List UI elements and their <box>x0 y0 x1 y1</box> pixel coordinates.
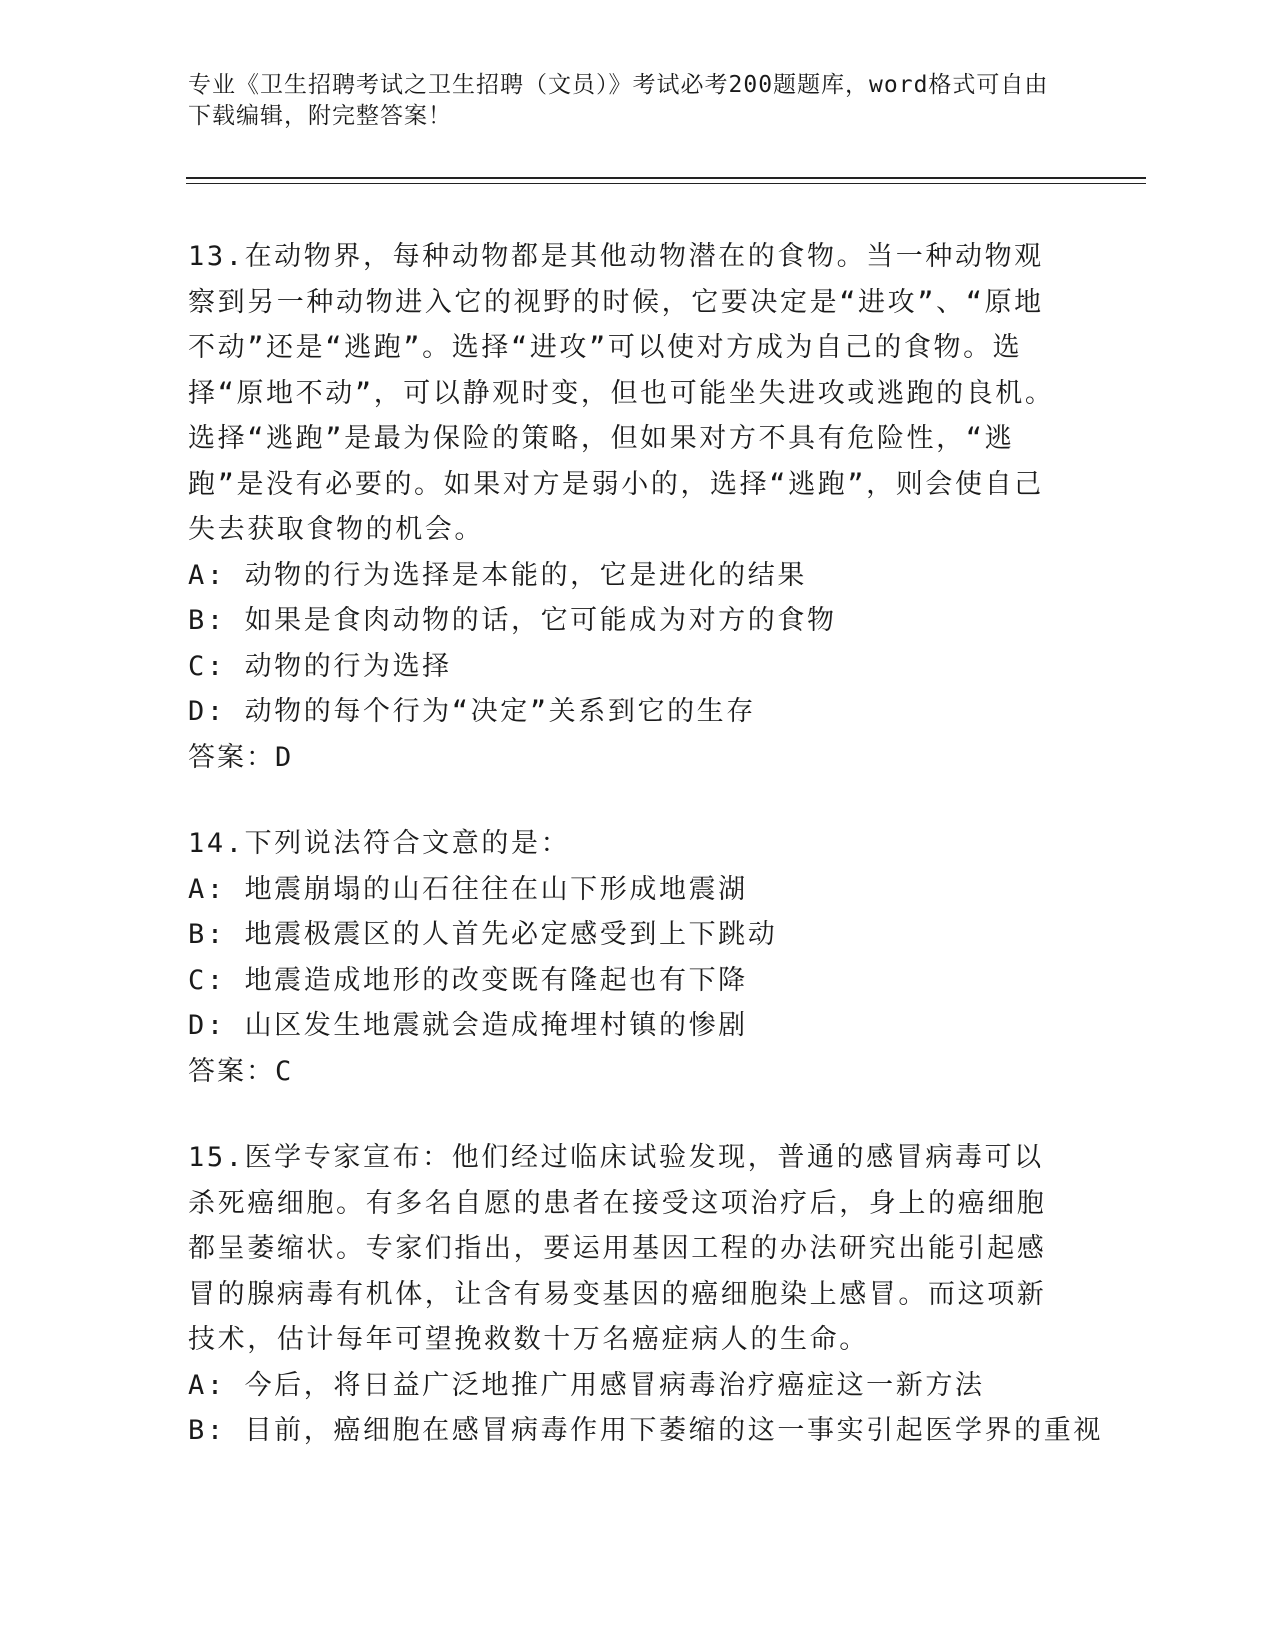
question-13 <box>188 234 1068 780</box>
option-b: B: 地震极震区的人首先必定感受到上下跳动 <box>188 919 778 950</box>
question-stem: 14.下列说法符合文意的是： <box>188 828 571 859</box>
option-d: D: 山区发生地震就会造成掩埋村镇的惨剧 <box>188 1010 748 1041</box>
option-c: C: 动物的行为选择 <box>188 650 452 682</box>
question-15 <box>188 1135 1103 1454</box>
header-divider-thick <box>186 177 1146 179</box>
option-b: B: 目前，癌细胞在感冒病毒作用下萎缩的这一事实引起医学界的重视 <box>188 1415 1103 1446</box>
page-header: 专业《卫生招聘考试之卫生招聘（文员）》考试必考200题题库，word格式可自由下载编辑，附完整答案！ <box>188 72 1049 129</box>
question-list <box>188 234 1103 1495</box>
option-a: A: 今后，将日益广泛地推广用感冒病毒治疗癌症这一新方法 <box>188 1369 985 1401</box>
header-divider-thin <box>186 183 1146 184</box>
option-d: D: 动物的每个行为“决定”关系到它的生存 <box>188 696 756 727</box>
option-a: A: 动物的行为选择是本能的，它是进化的结果 <box>188 559 807 591</box>
option-b: B: 如果是食肉动物的话，它可能成为对方的食物 <box>188 605 837 636</box>
question-stem: 15.医学专家宣布：他们经过临床试验发现，普通的感冒病毒可以杀死癌细胞。有多名自愿的患者在接受这项治疗后，身上的癌细胞都呈萎缩状。专家们指出，要运用基因工程的办法研究出能引起感冒的腺病毒有机体，让含有易变基因的癌细胞染上感冒。而这项新技术，估计每年可望挽救数十万名癌症病人的生命。 <box>188 1142 1047 1355</box>
option-c: C: 地震造成地形的改变既有隆起也有下降 <box>188 964 748 996</box>
answer: 答案：D <box>188 741 294 773</box>
option-a: A: 地震崩塌的山石往往在山下形成地震湖 <box>188 873 748 905</box>
question-stem: 13.在动物界，每种动物都是其他动物潜在的食物。当一种动物观察到另一种动物进入它的视野的时候，它要决定是“进攻”、“原地不动”还是“逃跑”。选择“进攻”可以使对方成为自己的食物。选择“原地不动”，可以静观时变，但也可能坐失进攻或逃跑的良机。选择“逃跑”是最为保险的策略，但如果对方不具有危险性，“逃跑”是没有必要的。如果对方是弱小的，选择“逃跑”，则会使自己失去获取食物的机会。 <box>188 241 1055 545</box>
question-14 <box>188 821 1068 1094</box>
answer: 答案：C <box>188 1055 294 1087</box>
